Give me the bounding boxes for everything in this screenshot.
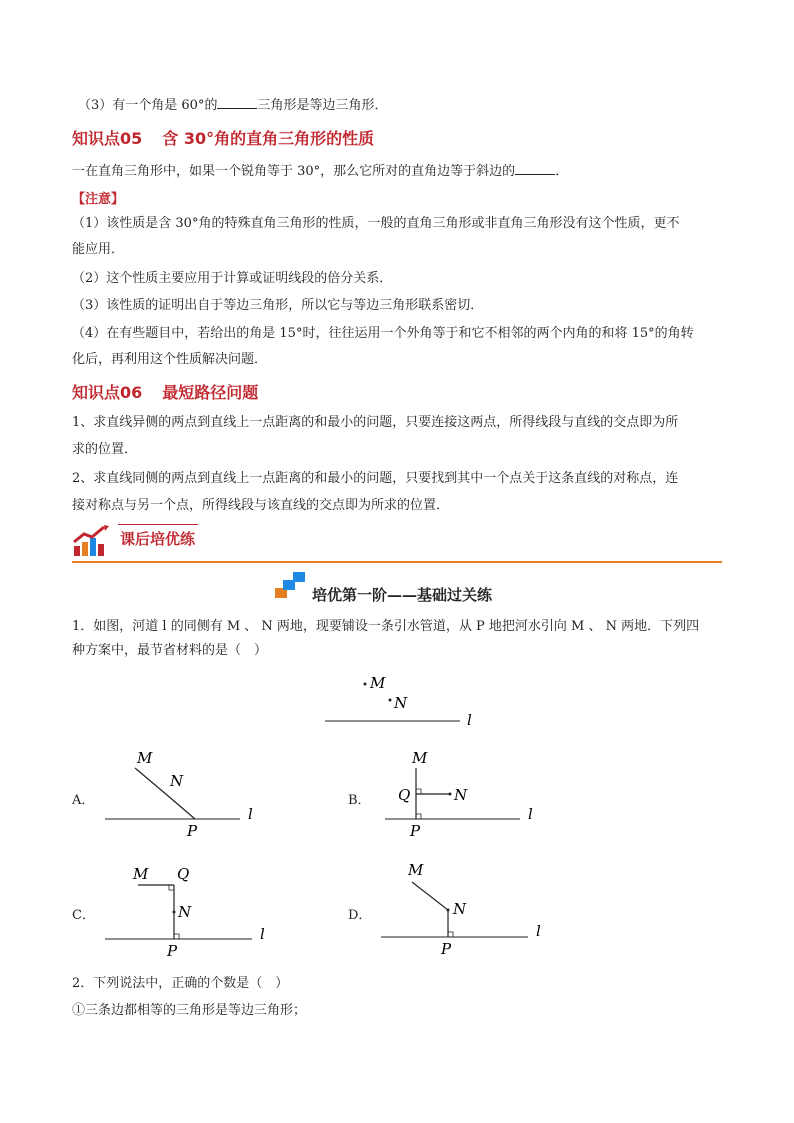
label-m: M	[137, 749, 153, 767]
label-n: N	[394, 694, 408, 712]
section-05-body-end: ．	[555, 164, 569, 179]
q1-main-figure	[300, 670, 500, 730]
right-angle-mark	[448, 932, 453, 937]
answer-blank[interactable]	[515, 162, 555, 175]
q2-item: ①三条边都相等的三角形是等边三角形；	[72, 1003, 307, 1018]
section-06-line: 接对称点与另一个点，所得线段与该直线的交点即为所求的位置．	[72, 498, 450, 513]
option-a[interactable]: A．	[72, 793, 95, 808]
q1-stem: 1．如图，河道 l 的同侧有 M 、 N 两地，现要铺设一条引水管道，从 P 地把河水引向 M 、 N 两地．下列四	[72, 619, 700, 634]
note-line: （1）该性质是含 30°角的特殊直角三角形的性质，一般的直角三角形或非直角三角形没有这个性质，更不	[72, 216, 680, 231]
option-c[interactable]: C．	[72, 908, 95, 923]
note-line: 能应用．	[72, 242, 125, 257]
option-b[interactable]: B．	[348, 793, 371, 808]
stairs-icon	[275, 572, 307, 600]
path-mnp	[135, 768, 195, 819]
note-line: （3）该性质的证明出自于等边三角形，所以它与等边三角形联系密切．	[72, 298, 484, 313]
practice-banner: 课后培优练	[120, 530, 196, 548]
option-c-figure[interactable]	[100, 860, 280, 960]
note-line: 化后，再利用这个性质解决问题．	[72, 352, 268, 367]
section-05-title: 含 30°角的直角三角形的性质	[162, 129, 375, 148]
point-n	[447, 909, 450, 912]
right-angle-mark	[169, 885, 174, 890]
section-06-line: 求的位置．	[72, 442, 138, 457]
option-d[interactable]: D．	[348, 908, 372, 923]
label-n: N	[178, 903, 192, 921]
label-l: l	[536, 922, 541, 940]
label-n: N	[170, 772, 184, 790]
note-label: 【注意】	[72, 192, 125, 207]
prev-item-text: （3）有一个角是 60°的	[78, 98, 218, 113]
label-m: M	[408, 861, 424, 879]
point-n	[389, 699, 392, 702]
section-06-line: 2、求直线同侧的两点到直线上一点距离的和最小的问题，只要找到其中一个点关于这条直线的对称点，连	[72, 471, 679, 486]
note-line: （2）这个性质主要应用于计算或证明线段的倍分关系．	[72, 271, 393, 286]
section-05-label: 知识点05	[72, 129, 143, 148]
section-06-heading	[72, 380, 258, 403]
banner-underline	[118, 524, 198, 525]
label-n: N	[454, 786, 468, 804]
section-05-body-text: 一在直角三角形中，如果一个锐角等于 30°，那么它所对的直角边等于斜边的	[72, 164, 516, 179]
label-m: M	[133, 865, 149, 883]
chart-growth-icon	[72, 524, 112, 558]
label-p: P	[410, 822, 421, 840]
label-q: Q	[177, 865, 190, 883]
option-d-figure[interactable]	[378, 860, 553, 960]
label-p: P	[187, 822, 198, 840]
label-n: N	[453, 900, 467, 918]
prev-item-text-after: 三角形是等边三角形．	[257, 98, 388, 113]
point-m	[364, 683, 367, 686]
point-n	[449, 793, 452, 796]
section-06-line: 1、求直线异侧的两点到直线上一点距离的和最小的问题，只要连接这两点，所得线段与直线的交点即为所	[72, 415, 679, 430]
practice-subtitle: 培优第一阶——基础过关练	[312, 586, 493, 604]
section-rule	[72, 561, 722, 563]
section-05-heading	[72, 126, 374, 149]
section-06-label: 知识点06	[72, 383, 143, 402]
section-05-body	[72, 162, 568, 181]
answer-blank[interactable]	[217, 96, 257, 109]
option-a-figure[interactable]	[100, 748, 270, 843]
label-p: P	[167, 942, 178, 960]
point-n	[173, 911, 176, 914]
section-06-title: 最短路径问题	[162, 383, 259, 402]
right-angle-mark	[416, 814, 421, 819]
label-l: l	[248, 805, 253, 823]
prev-item-line	[78, 96, 387, 115]
label-m: M	[412, 749, 428, 767]
label-m: M	[370, 674, 386, 692]
label-l: l	[260, 925, 265, 943]
label-q: Q	[398, 786, 411, 804]
option-b-figure[interactable]	[380, 748, 550, 843]
q1-stem: 种方案中，最节省材料的是（ ）	[72, 643, 268, 658]
right-angle-mark	[174, 934, 179, 939]
label-l: l	[467, 711, 472, 729]
note-line: （4）在有些题目中，若给出的角是 15°时，往往运用一个外角等于和它不相邻的两个内角的和将 15°的角转	[72, 326, 694, 341]
label-p: P	[441, 940, 452, 958]
label-l: l	[528, 805, 533, 823]
right-angle-mark	[416, 789, 421, 794]
path-mnp	[412, 882, 448, 937]
q2-stem: 2．下列说法中，正确的个数是（ ）	[72, 976, 289, 991]
